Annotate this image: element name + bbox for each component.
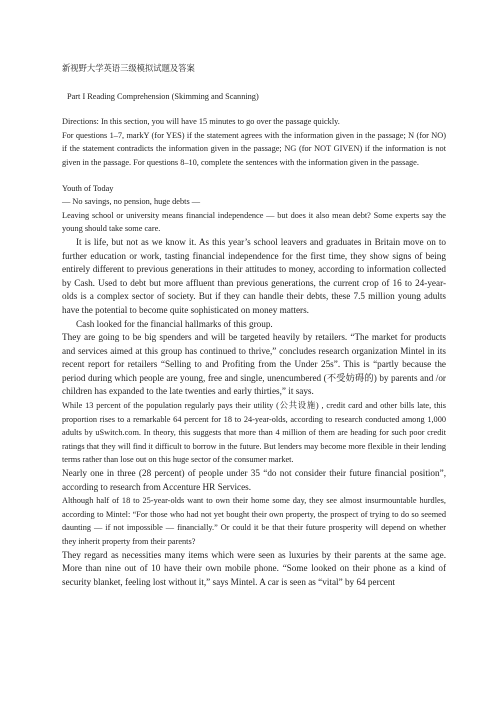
paragraph-3: They are going to be big spenders and will be targeted heavily by retailers. “The market for products and services aimed at this group has continued to thrive,” concludes research organization Mintel in its recent report for retailers “Selling to and Profiting from the Under 25s”. This is “partly because the period during which people are young, free and single, unencumbered (不受妨碍的) by parents and /or children has expanded to the late twenties and early thirties,” it says. — [62, 332, 446, 397]
paragraph-5: Nearly one in three (28 percent) of people under 35 “do not consider their future financial position”, according to research from Accenture HR Services. — [62, 468, 446, 492]
spacer — [62, 170, 446, 182]
passage-lead: Leaving school or university means financial independence — but does it also mean debt? Some experts say the young should take some care. — [62, 210, 446, 234]
passage-subtitle: — No savings, no pension, huge debts — — [62, 197, 201, 207]
directions-intro: Directions: In this section, you will have 15 minutes to go over the passage quickly. — [62, 117, 340, 127]
part-title: Part I Reading Comprehension (Skimming and Scanning) — [67, 91, 259, 101]
passage-title: Youth of Today — [62, 183, 114, 193]
paragraph-6: Although half of 18 to 25-year-olds want to own their home some day, they see almost insurmountable hurdles, according to Mintel: “For those who had not yet bought their own property, the prospect of trying to do so seemed daunting — if not impossible — financially.” Or could it be that their future prosperity will depend on whether they inherit property from their parents? — [62, 496, 446, 546]
document-title: 新视野大学英语三级模拟试题及答案 — [62, 64, 195, 73]
paragraph-2: Cash looked for the financial hallmarks of this group. — [76, 318, 273, 329]
directions-body: For questions 1–7, markY (for YES) if the statement agrees with the information given in the passage; N (for NO) if the statement contradicts the information given in the passage; NG (for NOT GIVEN) if the information is not given in the passage. For questions 8–10, complete the sentences with the information given in the passage. — [62, 130, 446, 167]
paragraph-1: It is life, but not as we know it. As this year’s school leavers and graduates in Britain move on to further education or work, tasting financial independence for the first time, they show signs of being entirely different to previous generations in their attitudes to money, according to information collected by Cash. Used to debt but more affluent than previous generations, the current crop of 16 to 24-year-olds is a complex sector of society. But if they can handle their debts, these 7.5 million young adults have the potential to become quite sophisticated on money matters. — [62, 236, 446, 315]
paragraph-7: They regard as necessities many items which were seen as luxuries by their parents at the same age. More than nine out of 10 have their own mobile phone. “Some looked on their phone as a kind of security blanket, feeling lost without it,” says Mintel. A car is seen as “vital” by 64 percent — [62, 549, 446, 587]
paragraph-4: While 13 percent of the population regularly pays their utility (公共设施) , credit card and other bills late, this proportion rises to a remarkable 64 percent for 18 to 24-year-olds, according to research conducted among 1,000 adults by uSwitch.com. In theory, this suggests that more than 4 million of them are heading for such poor credit ratings that they will find it difficult to borrow in the future. But lenders may become more flexible in their lending terms rather than lose out on this huge sector of the consumer market. — [62, 401, 446, 465]
